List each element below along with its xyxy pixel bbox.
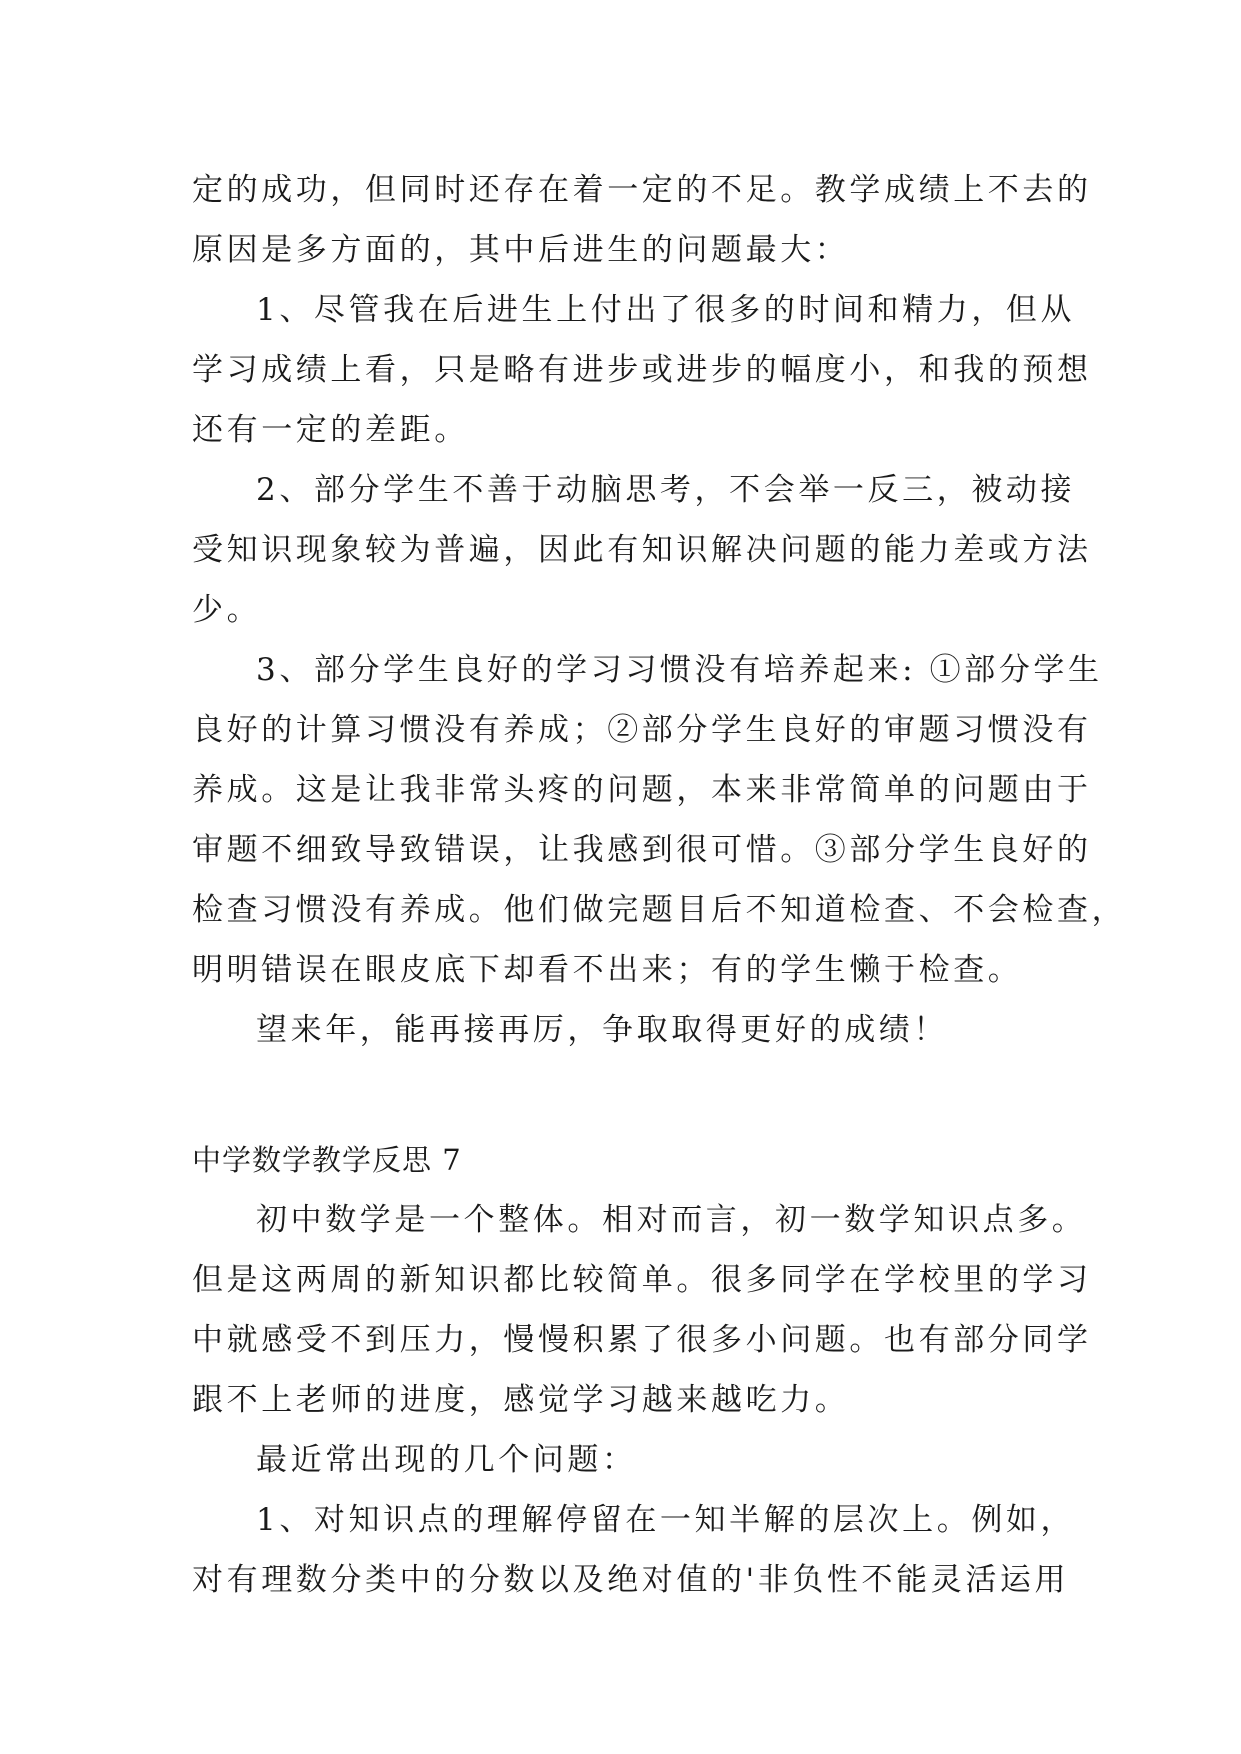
- text-line: 但是这两周的新知识都比较简单。很多同学在学校里的学习: [192, 1262, 1092, 1298]
- text-line: 定的成功，但同时还存在着一定的不足。教学成绩上不去的: [192, 172, 1092, 208]
- text-line: 检查习惯没有养成。他们做完题目后不知道检查、不会检查，: [192, 892, 1127, 928]
- text-line: 1、尽管我在后进生上付出了很多的时间和精力，但从: [256, 292, 1076, 328]
- section-title: 中学数学教学反思 7: [192, 1143, 462, 1177]
- text-line: 原因是多方面的，其中后进生的问题最大：: [192, 232, 850, 268]
- text-line: 学习成绩上看，只是略有进步或进步的幅度小，和我的预想: [192, 352, 1092, 388]
- text-line: 跟不上老师的进度，感觉学习越来越吃力。: [192, 1382, 850, 1418]
- text-line: 明明错误在眼皮底下却看不出来；有的学生懒于检查。: [192, 952, 1023, 988]
- text-line: 1、对知识点的理解停留在一知半解的层次上。例如，: [256, 1502, 1076, 1538]
- text-line: 养成。这是让我非常头疼的问题，本来非常简单的问题由于: [192, 772, 1092, 808]
- text-line: 中就感受不到压力，慢慢积累了很多小问题。也有部分同学: [192, 1322, 1092, 1358]
- text-line: 良好的计算习惯没有养成；②部分学生良好的审题习惯没有: [192, 712, 1092, 748]
- text-line: 初中数学是一个整体。相对而言，初一数学知识点多。: [256, 1202, 1087, 1238]
- text-line: 3、部分学生良好的学习习惯没有培养起来: ①部分学生: [256, 652, 1103, 688]
- text-line: 审题不细致导致错误，让我感到很可惜。③部分学生良好的: [192, 832, 1092, 868]
- text-line: 对有理数分类中的分数以及绝对值的'非负性不能灵活运用: [192, 1562, 1070, 1598]
- text-line: 受知识现象较为普遍，因此有知识解决问题的能力差或方法: [192, 532, 1092, 568]
- text-line: 最近常出现的几个问题：: [256, 1442, 637, 1478]
- text-line: 还有一定的差距。: [192, 412, 469, 448]
- document-body: [192, 160, 1127, 1610]
- text-line: 2、部分学生不善于动脑思考，不会举一反三，被动接: [256, 472, 1076, 508]
- section-spacer: [192, 1060, 1052, 1130]
- text-line: 少。: [192, 592, 262, 628]
- text-line: 望来年，能再接再厉，争取取得更好的成绩！: [256, 1012, 948, 1048]
